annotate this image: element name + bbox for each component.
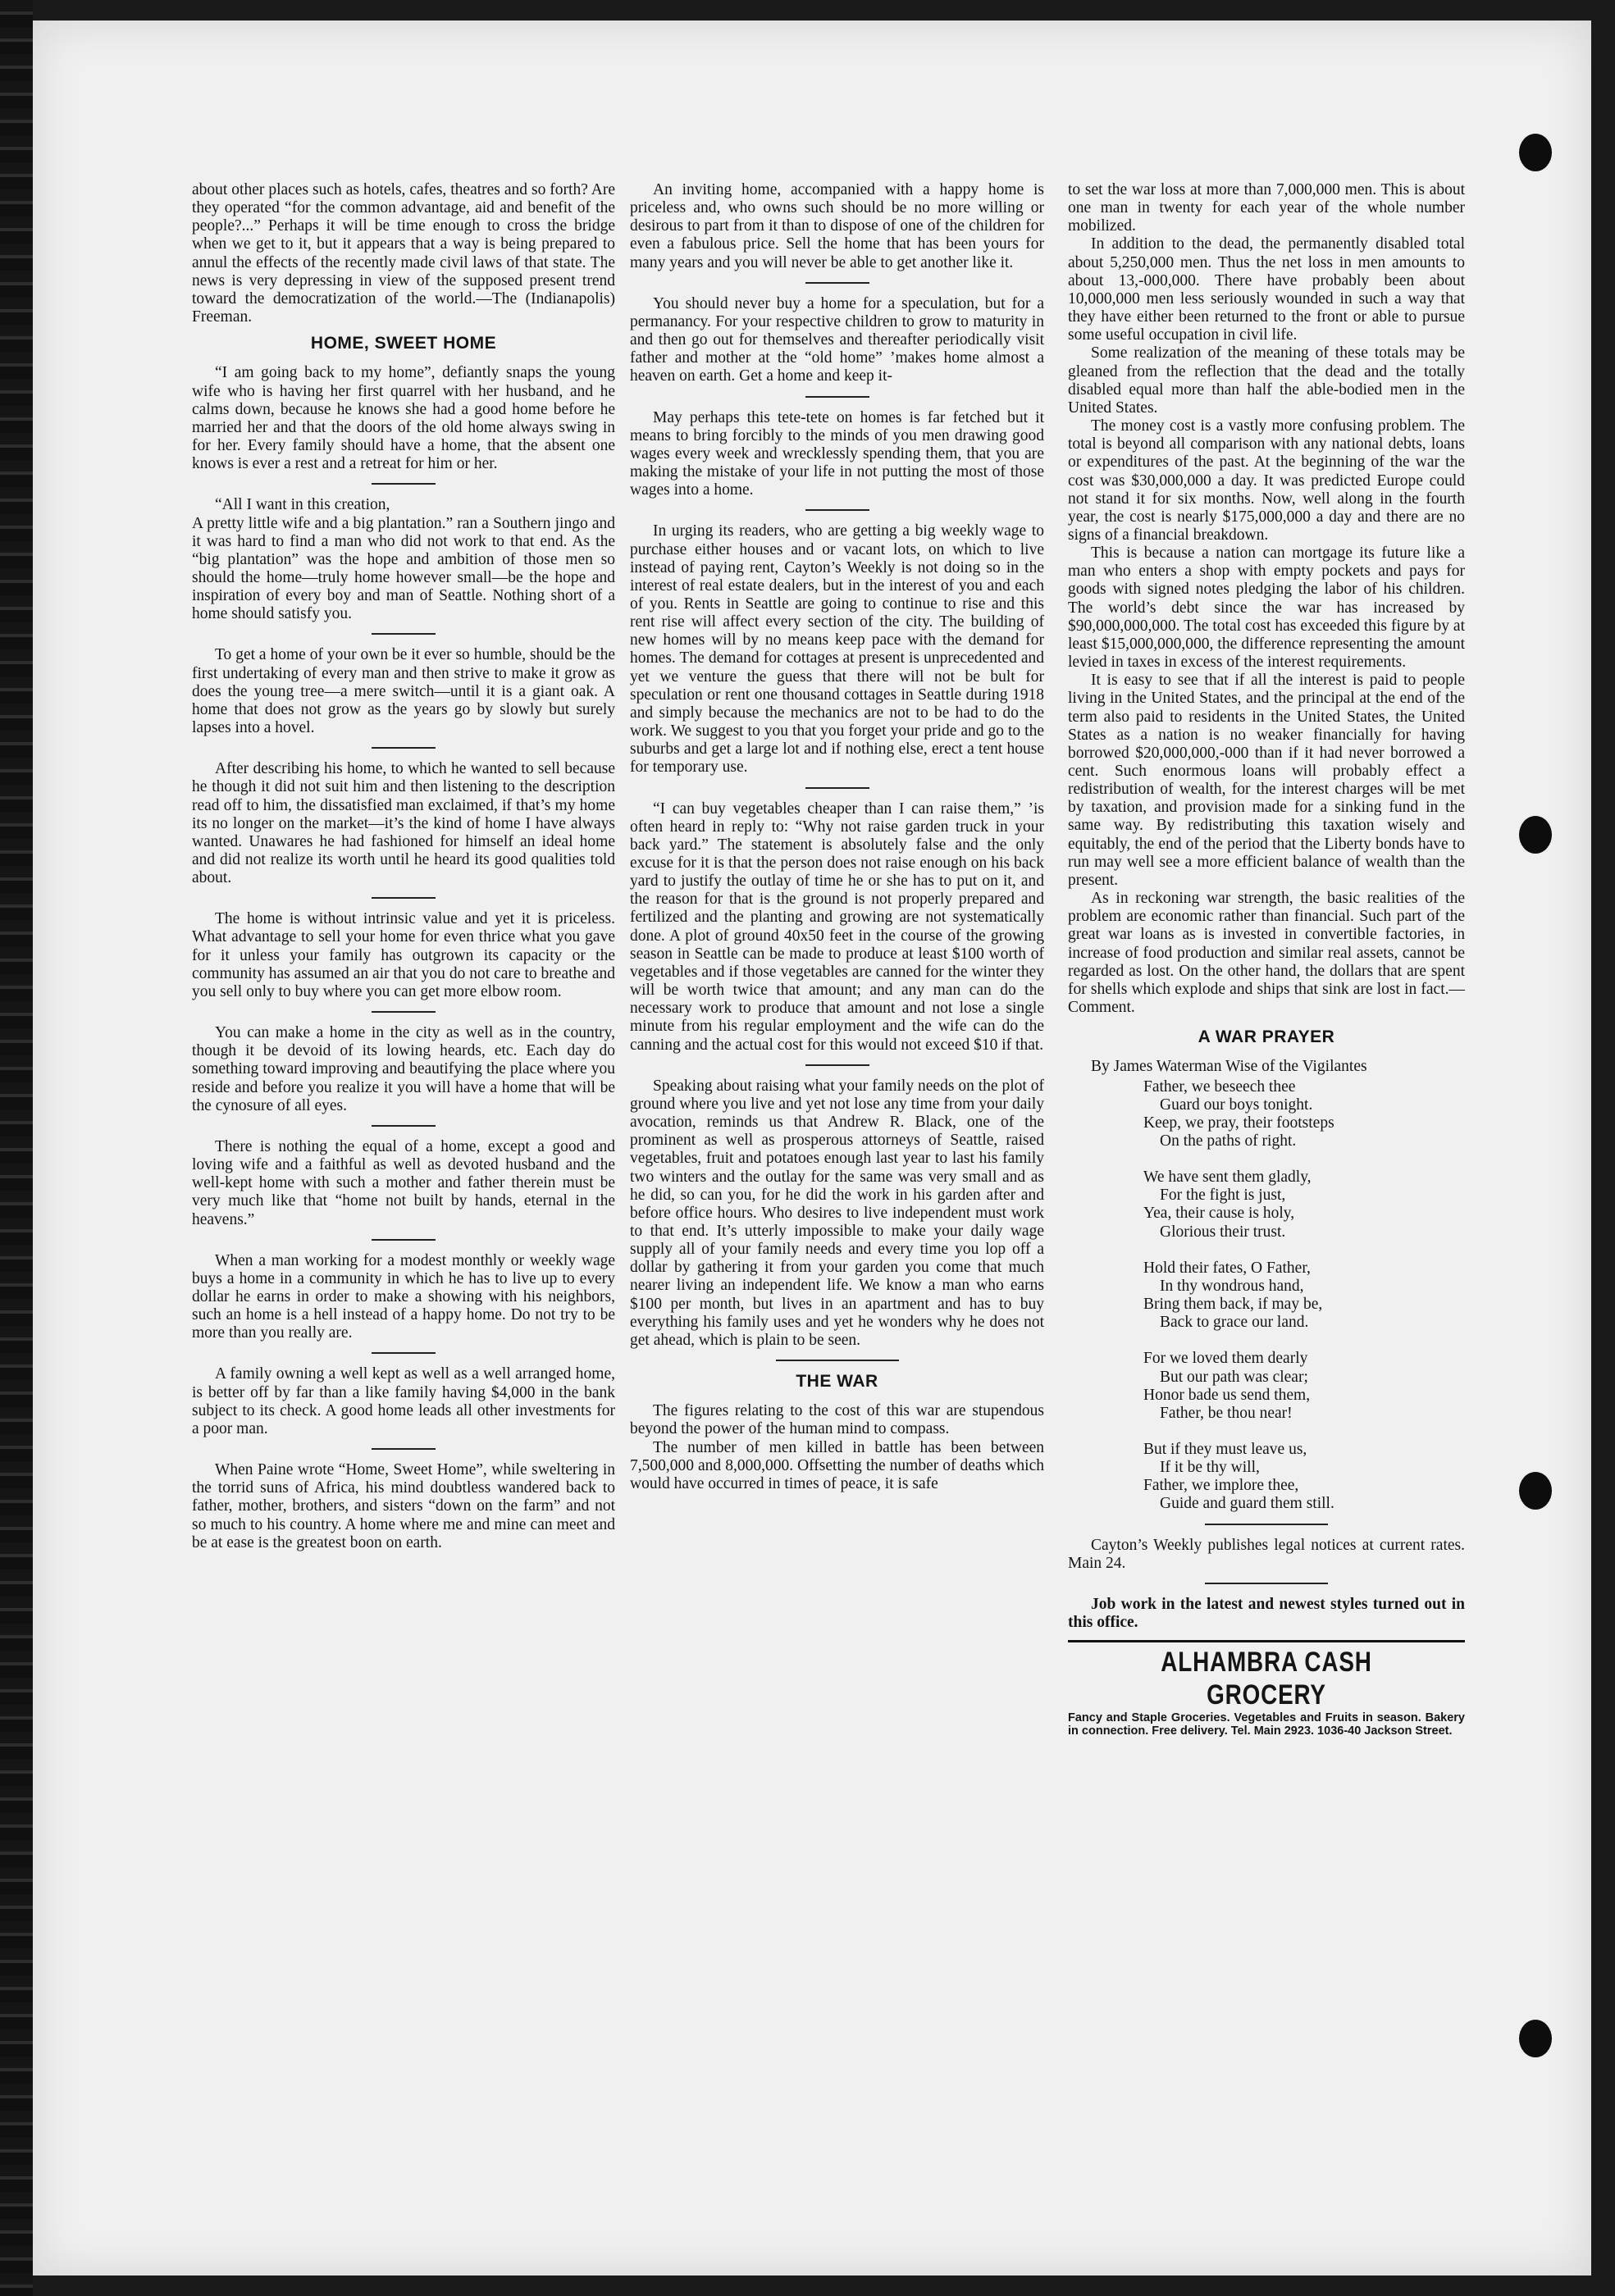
paragraph: An inviting home, accompanied with a happy home is priceless and, who owns such should be no more willing or desirous to part from it than to dispose of one of the children for even a fabulous price. Sell the home that has been yours for many years and you will never be able to get another like it.	[630, 181, 1044, 271]
paragraph: In addition to the dead, the permanently disabled total about 5,250,000 men. Thus the net loss in men amounts to about 13,-000,000. There have probably been about 10,000,000 men less seriously wounded in such a way that they have either been returned to the front or able to pursue some useful occupation in civil life.	[1068, 235, 1465, 344]
verse-line: “All I want in this creation,	[215, 496, 390, 514]
paragraph: When a man working for a modest monthly or weekly wage buys a home in a community in which he has to live up to every dollar he earns in order to make a showing with his neighbors, such an home is a hell instead of a happy home. Do not try to be more than you really are.	[192, 1251, 615, 1342]
column-3	[1068, 181, 1465, 1738]
poem-line: On the paths of right.	[1160, 1132, 1297, 1150]
stanza	[1068, 1441, 1465, 1514]
ad-store-name: ALHAMBRA CASH GROCERY	[1161, 1647, 1372, 1711]
paragraph: A family owning a well kept as well as a well arranged home, is better off by far than a like family having $4,000 in the bank subject to its check. A good home leads all other investments for a poor man.	[192, 1365, 615, 1437]
paragraph: The figures relating to the cost of this war are stupendous beyond the power of the human mind to compass.	[630, 1402, 1044, 1438]
poem-line: Yea, their cause is holy,	[1143, 1205, 1295, 1223]
section-rule	[1205, 1583, 1328, 1584]
paragraph: You should never buy a home for a speculation, but for a permanancy. For your respective children to grow to maturity in and then go out for themselves and thereafter periodically visit father and mother at the “old home” ’makes home almost a heaven on earth. Get a home and keep it-	[630, 294, 1044, 385]
paragraph: After describing his home, to which he wanted to sell because he though it did not suit him and then listening to the description read off to him, the dissatisfied man exclaimed, if that’s my home its no longer on the market—it’s the kind of home I have always wanted. Unawares he had fashioned for himself an ideal home and did not realize its worth until he heard its good qualities told about.	[192, 760, 615, 887]
section-rule	[372, 1125, 436, 1127]
paragraph: This is because a nation can mortgage its future like a man who enters a shop with empty pockets and pays for goods with signed notes pledging the labor of his children. The world’s debt since the war has increased by $90,000,000,000. The total cost has exceeded this figure by at least $15,000,000,000, the difference representing the amount levied in taxes in excess of the interest requirements.	[1068, 544, 1465, 672]
poem-line: We have sent them gladly,	[1143, 1168, 1312, 1187]
section-rule	[372, 1239, 436, 1241]
poem-line: But if they must leave us,	[1143, 1441, 1307, 1458]
paragraph: “I am going back to my home”, defiantly snaps the young wife who is having her first quarrel with her husband, and he calms down, because he knows she had a good home before he married her and that the doors of the old home always swing in for her. Every family should have a home, that the absent one knows is ever a rest and a retreat for him or her.	[192, 364, 615, 473]
paragraph: May perhaps this tete-tete on homes is far fetched but it means to bring forcibly to the minds of you men drawing good wages every week and wrecklessly spending them, that you are making the mistake of your life in not putting the most of those wages into a home.	[630, 408, 1044, 499]
poem-line: For we loved them dearly	[1143, 1350, 1308, 1368]
poem-line: Guard our boys tonight.	[1160, 1096, 1313, 1114]
paragraph: There is nothing the equal of a home, except a good and loving wife and a faithful as well as devoted husband and the well-kept home with such a mother and father therein must be very much like that “home not built by hands, eternal in the heavens.”	[192, 1137, 615, 1228]
poem-war-prayer	[1068, 1078, 1465, 1514]
poem-line: Honor bade us send them,	[1143, 1386, 1311, 1404]
paragraph: In urging its readers, who are getting a big weekly wage to purchase either houses and or vacant lots, on which to live instead of paying rent, Cayton’s Weekly is not doing so in the interest of real estate dealers, but in the interest of you and each of you. Rents in Seattle are going to continue to rise and this rent rise will affect every section of the city. The building of new homes will by no means keep pace with the demand for homes. The demand for cottages at present is unprecedented and yet we venture the guess that there will not be bult for speculation or rent one thousand cottages in Seattle during 1918 and simply because the mechanics are not to be had to do the work. We suggest to you that you forget your pride and go to the suburbs and get a large lot and if nothing else, erect a tent house for temporary use.	[630, 522, 1044, 777]
section-rule	[805, 282, 869, 284]
paragraph: The home is without intrinsic value and yet it is priceless. What advantage to sell your home for even thrice what you gave for it unless your family has outgrown its capacity or the community has assumed an air that you do not care to breathe and you sell only to buy where you can get more elbow room.	[192, 910, 615, 1000]
paragraph: As in reckoning war strength, the basic realities of the problem are economic rather than financial. Such part of the great war loans as is invested in convertible factories, in increase of food production and similar real assets, cannot be regarded as lost. On the other hand, the dollars that are spent for shells which explode and ships that sink are lost in fact.—Comment.	[1068, 890, 1465, 1017]
poem-line: Hold their fates, O Father,	[1143, 1259, 1311, 1277]
section-rule	[805, 1064, 869, 1066]
paragraph: “I can buy vegetables cheaper than I can raise them,” ’is often heard in reply to: “Why not raise garden truck in your back yard.” The statement is absolutely false and the only excuse for it is that the person does not raise enough on his back yard to justify the outlay of time he or she has to put on it, and the reason for that is the ground is not properly prepared and fertilized and the planting and growing are not systematically done. A plot of ground 40x50 feet in the course of the growing season in Seattle can be made to produce at least $100 worth of vegetables and if those vegetables are canned for the winter they will be worth twice that amount; and any man can do the necessary work to produce that amount and not lose a single minute from his regular employment and the wife can do the canning and the actual cost for this would not exceed $10 if that.	[630, 800, 1044, 1054]
job-work-notice: Job work in the latest and newest styles turned out in this office.	[1068, 1595, 1465, 1632]
paragraph: The money cost is a vastly more confusing problem. The total is beyond all comparison with any national debts, loans or expenditures of the past. At the beginning of the war the cost was $30,000,000 a day. It was predicted Europe could not stand it for six months. Now, well along in the fourth year, the cost is nearly $175,000,000 a day and there are no signs of a financial breakdown.	[1068, 417, 1465, 544]
paragraph: A pretty little wife and a big plantation.” ran a Southern jingo and it was hard to find a man who did not work to that end. As the “big plantation” was the hope and ambition of those men so should the home—truly home however small—be the hope and inspiration of every boy and man of Seattle. Nothing short of a home should satisfy you.	[192, 514, 615, 623]
headline-the-war: THE WAR	[796, 1372, 878, 1392]
grocery-advertisement	[1068, 1640, 1465, 1738]
paragraph: When Paine wrote “Home, Sweet Home”, while sweltering in the torrid suns of Africa, his mind doubtless wandered back to father, mother, brothers, and sisters “down on the farm” and not so much to his country. A home where me and mine can meet and be at ease is the greatest boon on earth.	[192, 1461, 615, 1551]
poem-line: Bring them back, if may be,	[1143, 1296, 1323, 1314]
poem-line: If it be thy will,	[1160, 1459, 1260, 1477]
column-1	[192, 181, 615, 1552]
poem-line: Father, we implore thee,	[1143, 1477, 1299, 1495]
section-rule	[372, 633, 436, 635]
poem-line: In thy wondrous hand,	[1160, 1277, 1304, 1295]
binding-hole-icon	[1519, 134, 1552, 171]
section-rule	[805, 396, 869, 398]
byline: By James Waterman Wise of the Vigilantes	[1091, 1058, 1367, 1076]
section-rule	[372, 483, 436, 485]
section-rule	[372, 1352, 436, 1354]
newspaper-page	[33, 20, 1591, 2276]
stanza	[1068, 1078, 1465, 1151]
poem-line: Glorious their trust.	[1160, 1223, 1286, 1241]
section-rule	[805, 509, 869, 511]
film-edge-strip	[0, 0, 33, 2296]
section-rule	[372, 1448, 436, 1450]
poem-line: For the fight is just,	[1160, 1187, 1286, 1205]
paragraph: Some realization of the meaning of these totals may be gleaned from the reflection that the dead and the totally disabled equal more than half the able-bodied men in the United States.	[1068, 344, 1465, 417]
headline-a-war-prayer: A WAR PRAYER	[1198, 1027, 1335, 1047]
paragraph: The number of men killed in battle has been between 7,500,000 and 8,000,000. Offsetting the number of deaths which would have occurred in times of peace, it is safe	[630, 1438, 1044, 1492]
poem-line: Father, we beseech thee	[1143, 1077, 1296, 1096]
paragraph: Speaking about raising what your family needs on the plot of ground where you live and yet not lose any time from your daily avocation, reminds us that Andrew R. Black, one of the prominent as well as prosperous attorneys of Seattle, raised vegetables, fruit and potatoes enough last year to last his family two winters and the outlay for the same was very small and as he did, so can you, for he did the work in his garden after and before office hours. Who desires to live independent must work to that end. It’s utterly impossible to make your daily wage supply all of your family needs and every time you lop off a dollar by gathering it from your garden you come that much nearer living an independent life. We know a man who earns $100 per month, but lives in an apartment and has to buy everything his family uses and yet he wonders why he does not get ahead, which is plain to be seen.	[630, 1077, 1044, 1349]
paragraph: You can make a home in the city as well as in the country, though it be devoid of its lowing heards, etc. Each day do something toward improving and beautifying the place where you reside and before you realize it you will have a home that will be the cynosure of all eyes.	[192, 1024, 615, 1114]
ad-details: Fancy and Staple Groceries. Vegetables and Fruits in season. Bakery in connection. Free delivery. Tel. Main 2923. 1036-40 Jackson Street.	[1068, 1711, 1465, 1738]
section-rule	[1205, 1524, 1328, 1525]
poem-line: But our path was clear;	[1160, 1368, 1308, 1386]
poem-line: Back to grace our land.	[1160, 1314, 1309, 1332]
section-rule	[776, 1360, 899, 1361]
headline-home-sweet-home: HOME, SWEET HOME	[310, 334, 497, 353]
article-continuation: about other places such as hotels, cafes, theatres and so forth? Are they operated “for the common advantage, aid and benefit of the people?...” Perhaps it will be time enough to cross the bridge when we get to it, but it appears that a way is being prepared to annul the effects of the recently made civil laws of that state. The news is very depressing in view of the supposed present trend toward the democratization of the world.—The (Indianapolis) Freeman.	[192, 181, 615, 326]
poem-line: Guide and guard them still.	[1160, 1495, 1334, 1513]
paragraph: To get a home of your own be it ever so humble, should be the first undertaking of every man and then strive to make it grow as does the young tree—a mere switch—until it is a giant oak. A home that does not grow as the years go by slowly but surely lapses into a hovel.	[192, 646, 615, 737]
stanza	[1068, 1168, 1465, 1241]
section-rule	[372, 1011, 436, 1013]
column-2	[630, 181, 1044, 1493]
binding-hole-icon	[1519, 1472, 1552, 1510]
paragraph: to set the war loss at more than 7,000,000 men. This is about one man in twenty for each year of the whole number mobilized.	[1068, 181, 1465, 235]
section-rule	[372, 897, 436, 899]
section-rule	[372, 747, 436, 749]
legal-notice: Cayton’s Weekly publishes legal notices at current rates. Main 24.	[1068, 1536, 1465, 1572]
stanza	[1068, 1350, 1465, 1423]
stanza	[1068, 1260, 1465, 1332]
paragraph: It is easy to see that if all the interest is paid to people living in the United States, and the principal at the end of the term also paid to residents in the United States, the United States as a nation is no weaker financially for having borrowed $20,000,000,-000 than if it had never borrowed a cent. Such enormous loans will probably effect a redistribution of wealth, for the interest charges will be met by taxation, and provision made for a sinking fund in the same way. By redistributing this taxation wisely and equitably, the end of the period that the Liberty bonds have to run may well see a more efficient balance of wealth than the present.	[1068, 672, 1465, 889]
section-rule	[805, 787, 869, 789]
poem-line: Keep, we pray, their footsteps	[1143, 1114, 1334, 1132]
binding-hole-icon	[1519, 2020, 1552, 2057]
binding-hole-icon	[1519, 816, 1552, 854]
poem-line: Father, be thou near!	[1160, 1404, 1293, 1422]
